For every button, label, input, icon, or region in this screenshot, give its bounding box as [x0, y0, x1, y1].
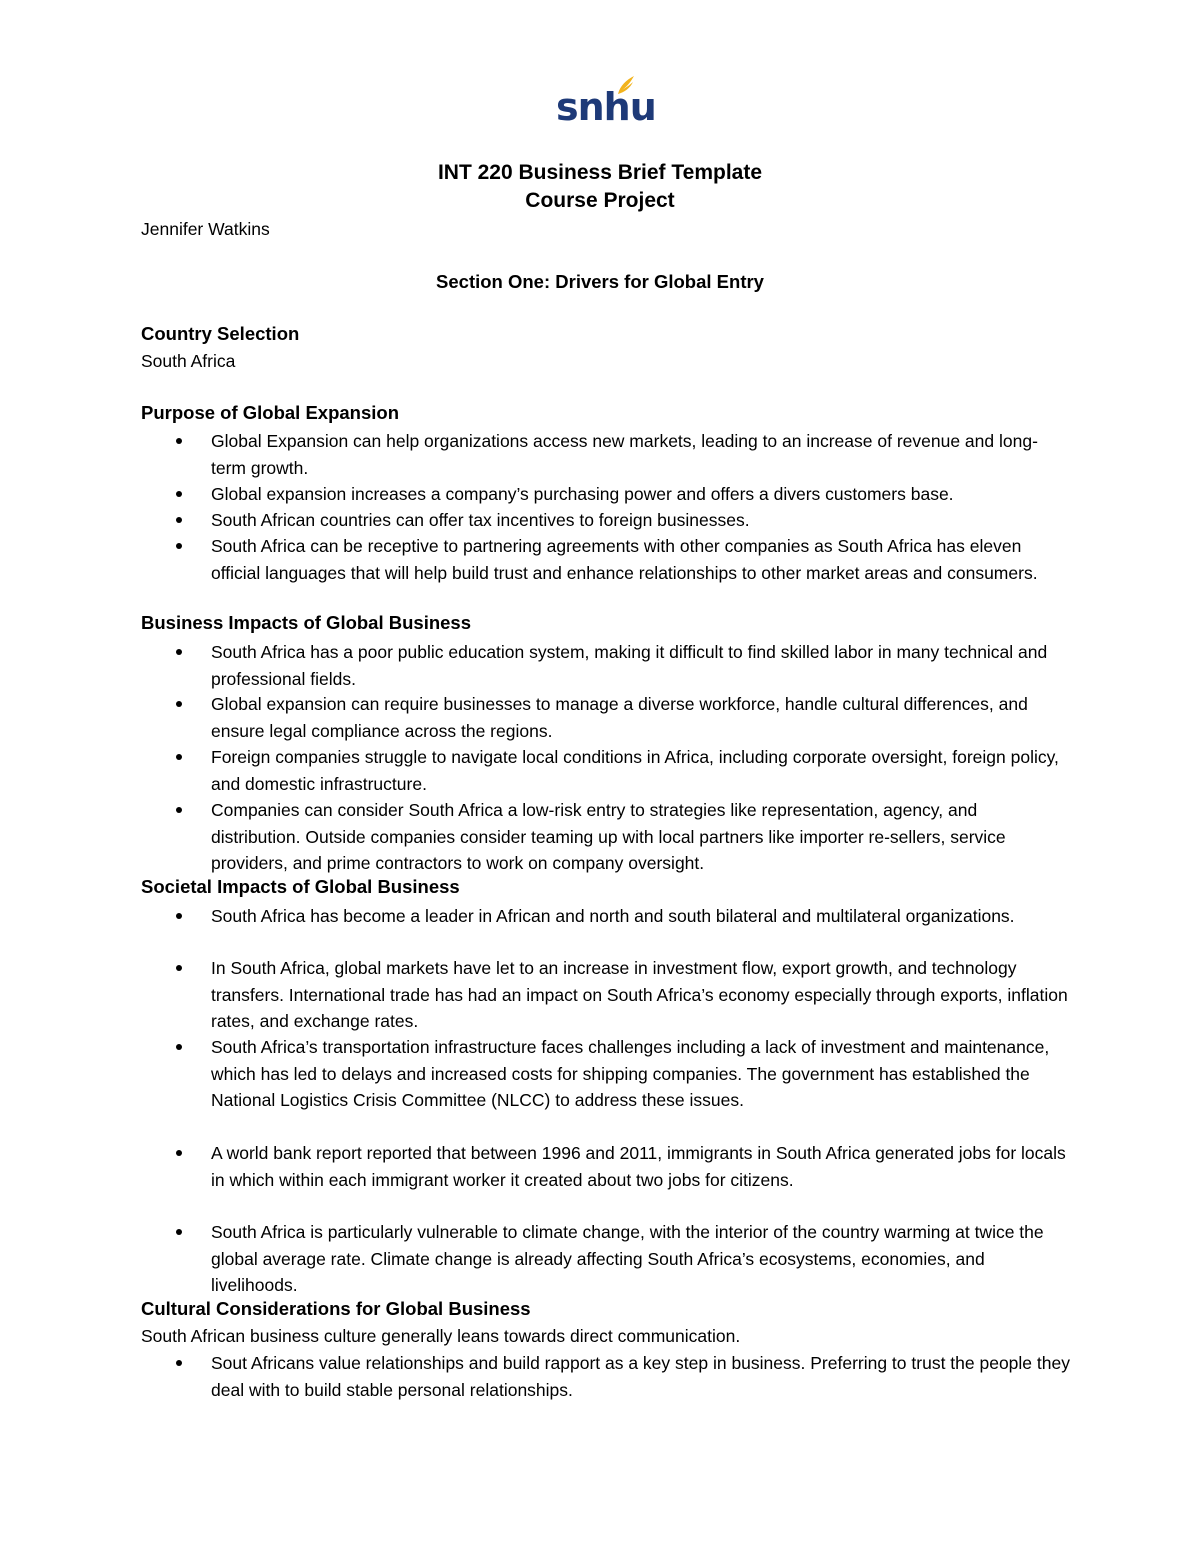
list-item: South Africa is particularly vulnerable to climate change, with the interior of the country warming at twice the global average rate. Climate change is already affecting South Africa’s ecosystems, economies, and livelihoods.: [211, 1219, 1071, 1299]
document-title: INT 220 Business Brief Template: [437, 161, 763, 184]
list-item: Foreign companies struggle to navigate local conditions in Africa, including corporate oversight, foreign policy, and domestic infrastructure.: [211, 744, 1071, 797]
list-item: Global expansion increases a company’s purchasing power and offers a divers customers base.: [211, 481, 1071, 508]
list-item: South Africa’s transportation infrastructure faces challenges including a lack of investment and maintenance, which has led to delays and increased costs for shipping companies. The government has established the National Logistics Crisis Committee (NLCC) to address these issues.: [211, 1034, 1071, 1114]
document-subtitle: Course Project: [525, 189, 675, 212]
snhu-logo: [556, 74, 656, 134]
societal-impacts-heading: Societal Impacts of Global Business: [141, 876, 460, 897]
logo-text: snhu: [556, 85, 656, 129]
purpose-heading: Purpose of Global Expansion: [141, 402, 400, 423]
list-item: South African countries can offer tax incentives to foreign businesses.: [211, 507, 1071, 534]
author-name: Jennifer Watkins: [141, 219, 270, 239]
list-item: Global Expansion can help organizations access new markets, leading to an increase of revenue and long- term growth.: [211, 428, 1071, 481]
country-selection-value: South Africa: [141, 351, 236, 371]
list-item: A world bank report reported that between 1996 and 2011, immigrants in South Africa generated jobs for locals in which within each immigrant worker it created about two jobs for citizens.: [211, 1140, 1071, 1193]
section-title: Section One: Drivers for Global Entry: [436, 271, 764, 292]
list-item: South Africa has a poor public education system, making it difficult to find skilled labor in many technical and professional fields.: [211, 639, 1071, 692]
list-item: Sout Africans value relationships and build rapport as a key step in business. Preferring to trust the people they deal with to build stable personal relationships.: [211, 1350, 1071, 1403]
country-selection-heading: Country Selection: [141, 323, 300, 344]
business-impacts-heading: Business Impacts of Global Business: [141, 612, 472, 633]
cultural-intro: South African business culture generally leans towards direct communication.: [141, 1326, 741, 1346]
list-item: In South Africa, global markets have let to an increase in investment flow, export growth, and technology transfers. International trade has had an impact on South Africa’s economy especially through exports, inflation rates, and exchange rates.: [211, 955, 1071, 1035]
list-item: Global expansion can require businesses to manage a diverse workforce, handle cultural differences, and ensure legal compliance across the regions.: [211, 691, 1071, 744]
list-item: South Africa can be receptive to partnering agreements with other companies as South Africa has eleven official languages that will help build trust and enhance relationships to other market areas and consumers.: [211, 533, 1071, 586]
list-item: Companies can consider South Africa a low-risk entry to strategies like representation, agency, and distribution. Outside companies consider teaming up with local partners like importer re-sellers, service providers, and prime contractors to work on company oversight.: [211, 797, 1071, 877]
list-item: South Africa has become a leader in African and north and south bilateral and multilateral organizations.: [211, 903, 1071, 930]
cultural-heading: Cultural Considerations for Global Business: [141, 1298, 531, 1319]
